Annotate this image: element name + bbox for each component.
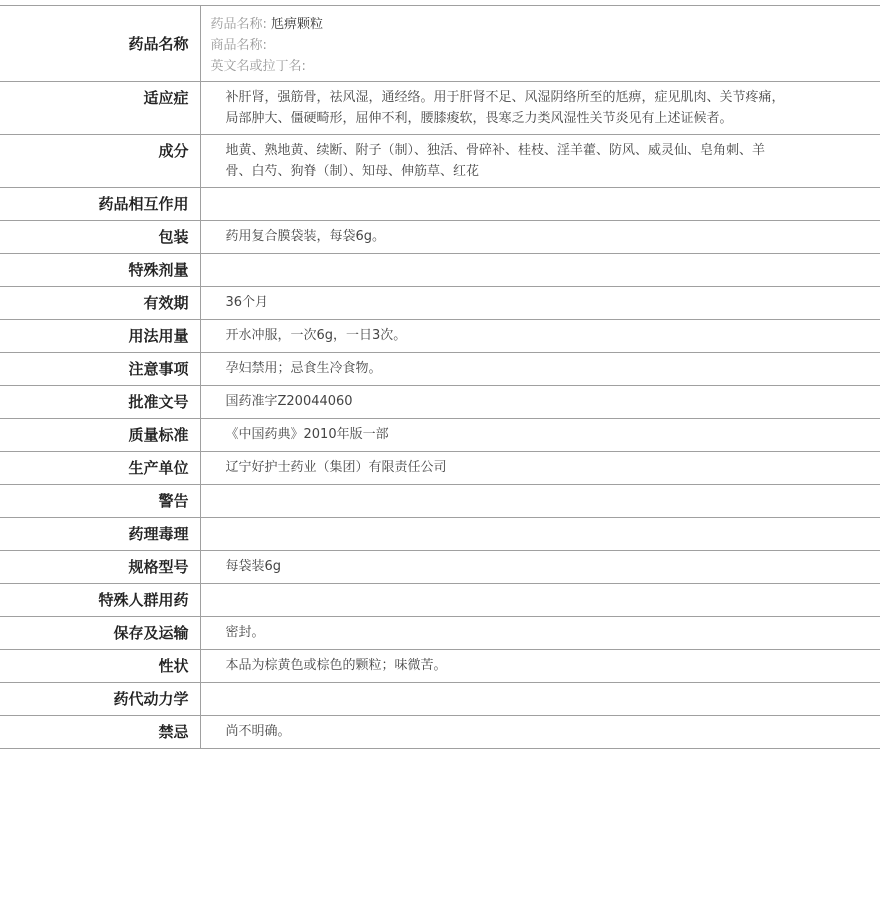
row-label: 用法用量 (128, 327, 189, 345)
name-key: 药品名称: (210, 17, 267, 32)
name-line-brand (211, 35, 880, 56)
row-value-cell (200, 716, 880, 749)
table-row (0, 683, 880, 716)
row-value (201, 683, 880, 715)
row-label: 注意事项 (128, 360, 189, 378)
row-value: 辽宁好护士药业（集团）有限责任公司 (225, 460, 447, 475)
row-label: 性状 (158, 657, 189, 675)
row-label-cell (0, 584, 200, 617)
table-row (0, 82, 880, 135)
row-label-cell (0, 135, 200, 188)
name-value: 尪痹颗粒 (271, 17, 324, 32)
row-value-cell (200, 135, 880, 188)
row-value-cell (200, 452, 880, 485)
row-label: 生产单位 (128, 459, 189, 477)
row-value: 药用复合膜袋装，每袋6g。 (225, 229, 386, 244)
row-value: 每袋装6g (225, 559, 282, 574)
table-row (0, 617, 880, 650)
row-value: 密封。 (225, 625, 265, 640)
row-label: 质量标准 (128, 426, 189, 444)
row-value: 孕妇禁用；忌食生冷食物。 (225, 361, 382, 376)
row-label-cell (0, 551, 200, 584)
row-value: 36个月 (225, 295, 269, 310)
row-value: 国药准字Z20044060 (225, 394, 353, 409)
row-label: 药品相互作用 (98, 195, 189, 213)
row-value-cell (200, 485, 880, 518)
row-label-cell (0, 287, 200, 320)
row-label-cell (0, 419, 200, 452)
row-value (201, 188, 880, 220)
table-row (0, 551, 880, 584)
row-value (201, 584, 880, 616)
row-label: 规格型号 (128, 558, 189, 576)
row-value-cell (200, 287, 880, 320)
row-label: 包装 (158, 228, 189, 246)
table-row (0, 320, 880, 353)
row-label-cell (0, 518, 200, 551)
row-value-cell (200, 386, 880, 419)
name-key: 商品名称: (210, 38, 267, 53)
row-label: 药代动力学 (113, 690, 189, 708)
table-row (0, 386, 880, 419)
row-label-cell (0, 82, 200, 135)
row-label-cell (0, 485, 200, 518)
row-value-cell (200, 82, 880, 135)
row-value-cell (200, 617, 880, 650)
row-label-cell (0, 452, 200, 485)
row-label: 药品名称 (128, 35, 189, 53)
row-value-cell (200, 683, 880, 716)
row-value-cell (200, 353, 880, 386)
row-value-cell (200, 518, 880, 551)
row-label: 成分 (158, 142, 189, 160)
table-row (0, 135, 880, 188)
row-label: 保存及运输 (113, 624, 189, 642)
row-value-cell (200, 320, 880, 353)
row-label: 适应症 (143, 89, 189, 107)
table-row (0, 221, 880, 254)
table-row (0, 650, 880, 683)
row-label-cell (0, 221, 200, 254)
row-value-cell (200, 650, 880, 683)
row-label-cell (0, 6, 200, 82)
row-label-cell (0, 254, 200, 287)
row-value (201, 518, 880, 550)
row-label: 批准文号 (128, 393, 189, 411)
row-label: 有效期 (143, 294, 189, 312)
table-row (0, 353, 880, 386)
row-value: 尚不明确。 (225, 724, 291, 739)
row-label: 药理毒理 (128, 525, 189, 543)
table-row (0, 716, 880, 749)
row-value: 本品为棕黄色或棕色的颗粒；味微苦。 (225, 658, 447, 673)
row-value: 《中国药典》2010年版一部 (225, 427, 389, 442)
drug-info-table (0, 5, 880, 749)
table-row (0, 254, 880, 287)
row-value: 补肝肾，强筋骨，祛风湿，通经络。用于肝肾不足、风湿阴络所至的尪痹，症见肌肉、关节疼痛，局部肿大、僵硬畸形，屈伸不利，腰膝痠软，畏寒乏力类风湿性关节炎见有上述证候者。 (225, 90, 785, 126)
row-label-cell (0, 617, 200, 650)
name-line-latin (211, 56, 880, 77)
row-label-cell (0, 188, 200, 221)
row-label-cell (0, 386, 200, 419)
row-label-cell (0, 650, 200, 683)
drug-name-block (201, 6, 880, 81)
row-label: 禁忌 (158, 723, 189, 741)
row-label-cell (0, 320, 200, 353)
table-row (0, 452, 880, 485)
table-row (0, 287, 880, 320)
table-row (0, 419, 880, 452)
row-value (201, 485, 880, 517)
row-value: 开水冲服，一次6g，一日3次。 (225, 328, 407, 343)
row-value-cell (200, 419, 880, 452)
row-value-cell (200, 221, 880, 254)
row-value-cell (200, 188, 880, 221)
row-value-cell (200, 584, 880, 617)
row-label-cell (0, 716, 200, 749)
row-label-cell (0, 683, 200, 716)
table-row (0, 518, 880, 551)
row-value-cell (200, 6, 880, 82)
name-key: 英文名或拉丁名: (210, 59, 306, 74)
row-label-cell (0, 353, 200, 386)
row-value-cell (200, 551, 880, 584)
row-value (201, 254, 880, 286)
table-row (0, 584, 880, 617)
row-label: 特殊人群用药 (98, 591, 189, 609)
row-value: 地黄、熟地黄、续断、附子（制）、独活、骨碎补、桂枝、淫羊藿、防风、威灵仙、皂角刺、羊骨、白芍、狗脊（制）、知母、伸筋草、红花 (225, 143, 766, 179)
row-label: 警告 (158, 492, 189, 510)
row-value-cell (200, 254, 880, 287)
row-label: 特殊剂量 (128, 261, 189, 279)
table-row (0, 188, 880, 221)
name-line-generic (211, 14, 880, 35)
table-row-drug-name (0, 6, 880, 82)
table-row (0, 485, 880, 518)
